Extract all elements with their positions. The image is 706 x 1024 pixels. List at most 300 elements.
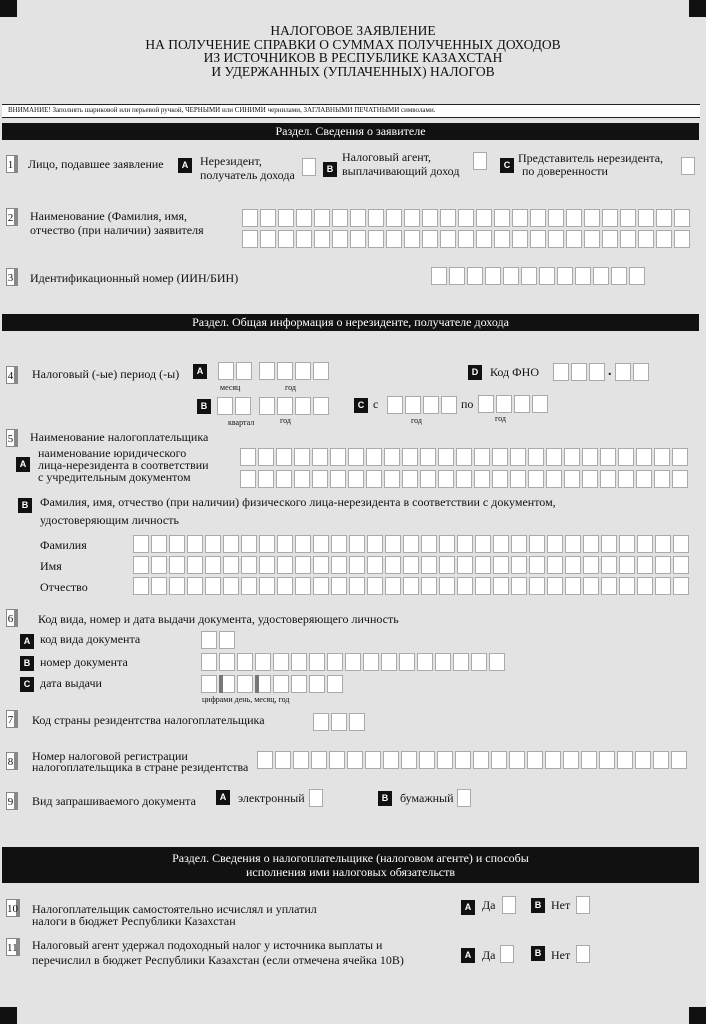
character-cell[interactable]	[619, 556, 635, 574]
character-cell[interactable]	[456, 448, 472, 466]
withheld-no-checkbox[interactable]	[576, 945, 590, 963]
character-cell[interactable]	[331, 577, 347, 595]
character-cell[interactable]	[367, 535, 383, 553]
character-cell[interactable]	[349, 577, 365, 595]
character-cell[interactable]	[366, 448, 382, 466]
character-cell[interactable]	[219, 653, 235, 671]
character-cell[interactable]	[548, 209, 564, 227]
character-cell[interactable]	[223, 577, 239, 595]
character-cell[interactable]	[313, 577, 329, 595]
character-cell[interactable]	[637, 577, 653, 595]
character-cell[interactable]	[474, 448, 490, 466]
character-cell[interactable]	[327, 653, 343, 671]
character-cell[interactable]	[530, 230, 546, 248]
character-cell[interactable]	[277, 535, 293, 553]
character-cell[interactable]	[511, 577, 527, 595]
character-cell[interactable]	[187, 535, 203, 553]
character-cell[interactable]	[217, 397, 233, 415]
character-cell[interactable]	[638, 209, 654, 227]
character-cell[interactable]	[347, 751, 363, 769]
character-cell[interactable]	[564, 448, 580, 466]
character-cell[interactable]	[491, 751, 507, 769]
character-cell[interactable]	[564, 470, 580, 488]
character-cell[interactable]	[633, 363, 649, 381]
character-cell[interactable]	[291, 675, 307, 693]
character-cell[interactable]	[276, 470, 292, 488]
first-name-input[interactable]	[133, 556, 689, 574]
applicant-nonresident-checkbox[interactable]	[302, 158, 316, 176]
withheld-yes-checkbox[interactable]	[500, 945, 514, 963]
character-cell[interactable]	[557, 267, 573, 285]
character-cell[interactable]	[512, 230, 528, 248]
character-cell[interactable]	[241, 556, 257, 574]
character-cell[interactable]	[275, 751, 291, 769]
character-cell[interactable]	[503, 267, 519, 285]
character-cell[interactable]	[419, 751, 435, 769]
character-cell[interactable]	[435, 653, 451, 671]
character-cell[interactable]	[259, 362, 275, 380]
character-cell[interactable]	[235, 397, 251, 415]
character-cell[interactable]	[240, 448, 256, 466]
character-cell[interactable]	[363, 653, 379, 671]
self-assessed-yes-checkbox[interactable]	[502, 896, 516, 914]
character-cell[interactable]	[589, 363, 605, 381]
character-cell[interactable]	[422, 230, 438, 248]
character-cell[interactable]	[582, 448, 598, 466]
character-cell[interactable]	[403, 535, 419, 553]
character-cell[interactable]	[438, 448, 454, 466]
character-cell[interactable]	[201, 631, 217, 649]
character-cell[interactable]	[223, 535, 239, 553]
character-cell[interactable]	[528, 448, 544, 466]
character-cell[interactable]	[277, 577, 293, 595]
character-cell[interactable]	[637, 535, 653, 553]
legal-entity-name-row[interactable]	[240, 448, 688, 466]
character-cell[interactable]	[600, 470, 616, 488]
character-cell[interactable]	[511, 535, 527, 553]
character-cell[interactable]	[259, 535, 275, 553]
character-cell[interactable]	[546, 448, 562, 466]
character-cell[interactable]	[439, 577, 455, 595]
character-cell[interactable]	[672, 448, 688, 466]
character-cell[interactable]	[187, 577, 203, 595]
character-cell[interactable]	[385, 535, 401, 553]
period-quarter-input[interactable]	[217, 397, 251, 415]
character-cell[interactable]	[553, 363, 569, 381]
character-cell[interactable]	[441, 396, 457, 414]
character-cell[interactable]	[237, 675, 253, 693]
character-cell[interactable]	[449, 267, 465, 285]
character-cell[interactable]	[241, 535, 257, 553]
self-assessed-no-checkbox[interactable]	[576, 896, 590, 914]
character-cell[interactable]	[236, 362, 252, 380]
character-cell[interactable]	[528, 470, 544, 488]
character-cell[interactable]	[295, 397, 311, 415]
applicant-name-row[interactable]	[242, 209, 690, 227]
character-cell[interactable]	[476, 209, 492, 227]
character-cell[interactable]	[420, 470, 436, 488]
character-cell[interactable]	[584, 209, 600, 227]
character-cell[interactable]	[312, 470, 328, 488]
character-cell[interactable]	[259, 577, 275, 595]
character-cell[interactable]	[439, 556, 455, 574]
character-cell[interactable]	[565, 577, 581, 595]
character-cell[interactable]	[386, 209, 402, 227]
character-cell[interactable]	[615, 363, 631, 381]
character-cell[interactable]	[671, 751, 687, 769]
character-cell[interactable]	[151, 556, 167, 574]
character-cell[interactable]	[422, 209, 438, 227]
character-cell[interactable]	[349, 713, 365, 731]
character-cell[interactable]	[386, 230, 402, 248]
residence-country-code-input[interactable]	[313, 713, 365, 731]
character-cell[interactable]	[273, 675, 289, 693]
character-cell[interactable]	[529, 556, 545, 574]
character-cell[interactable]	[276, 448, 292, 466]
character-cell[interactable]	[404, 230, 420, 248]
character-cell[interactable]	[527, 751, 543, 769]
character-cell[interactable]	[674, 209, 690, 227]
character-cell[interactable]	[296, 230, 312, 248]
character-cell[interactable]	[599, 751, 615, 769]
character-cell[interactable]	[291, 653, 307, 671]
character-cell[interactable]	[205, 556, 221, 574]
character-cell[interactable]	[453, 653, 469, 671]
character-cell[interactable]	[169, 577, 185, 595]
character-cell[interactable]	[350, 230, 366, 248]
character-cell[interactable]	[440, 209, 456, 227]
character-cell[interactable]	[489, 653, 505, 671]
character-cell[interactable]	[635, 751, 651, 769]
electronic-document-checkbox[interactable]	[309, 789, 323, 807]
character-cell[interactable]	[494, 209, 510, 227]
character-cell[interactable]	[458, 209, 474, 227]
character-cell[interactable]	[331, 556, 347, 574]
character-cell[interactable]	[330, 470, 346, 488]
character-cell[interactable]	[655, 577, 671, 595]
character-cell[interactable]	[365, 751, 381, 769]
character-cell[interactable]	[620, 209, 636, 227]
character-cell[interactable]	[602, 209, 618, 227]
character-cell[interactable]	[205, 535, 221, 553]
character-cell[interactable]	[545, 751, 561, 769]
character-cell[interactable]	[133, 577, 149, 595]
character-cell[interactable]	[313, 713, 329, 731]
character-cell[interactable]	[278, 230, 294, 248]
character-cell[interactable]	[277, 362, 293, 380]
character-cell[interactable]	[330, 448, 346, 466]
character-cell[interactable]	[421, 577, 437, 595]
character-cell[interactable]	[529, 535, 545, 553]
character-cell[interactable]	[656, 230, 672, 248]
character-cell[interactable]	[457, 535, 473, 553]
character-cell[interactable]	[530, 209, 546, 227]
character-cell[interactable]	[492, 470, 508, 488]
character-cell[interactable]	[492, 448, 508, 466]
character-cell[interactable]	[259, 556, 275, 574]
character-cell[interactable]	[349, 535, 365, 553]
character-cell[interactable]	[421, 535, 437, 553]
character-cell[interactable]	[367, 556, 383, 574]
period-from-input[interactable]	[387, 396, 457, 414]
character-cell[interactable]	[348, 448, 364, 466]
character-cell[interactable]	[201, 675, 217, 693]
character-cell[interactable]	[512, 209, 528, 227]
character-cell[interactable]	[532, 395, 548, 413]
character-cell[interactable]	[496, 395, 512, 413]
character-cell[interactable]	[601, 577, 617, 595]
character-cell[interactable]	[258, 448, 274, 466]
character-cell[interactable]	[278, 209, 294, 227]
character-cell[interactable]	[636, 448, 652, 466]
character-cell[interactable]	[509, 751, 525, 769]
character-cell[interactable]	[654, 448, 670, 466]
patronymic-input[interactable]	[133, 577, 689, 595]
character-cell[interactable]	[493, 577, 509, 595]
character-cell[interactable]	[583, 556, 599, 574]
character-cell[interactable]	[510, 470, 526, 488]
character-cell[interactable]	[331, 535, 347, 553]
doc-type-code-input[interactable]	[201, 631, 235, 649]
character-cell[interactable]	[420, 448, 436, 466]
character-cell[interactable]	[637, 556, 653, 574]
character-cell[interactable]	[475, 535, 491, 553]
character-cell[interactable]	[455, 751, 471, 769]
character-cell[interactable]	[548, 230, 564, 248]
character-cell[interactable]	[296, 209, 312, 227]
quarter-year-input[interactable]	[259, 397, 329, 415]
period-year-input[interactable]	[259, 362, 329, 380]
character-cell[interactable]	[332, 209, 348, 227]
character-cell[interactable]	[383, 751, 399, 769]
character-cell[interactable]	[417, 653, 433, 671]
character-cell[interactable]	[638, 230, 654, 248]
character-cell[interactable]	[332, 230, 348, 248]
character-cell[interactable]	[478, 395, 494, 413]
character-cell[interactable]	[673, 577, 689, 595]
character-cell[interactable]	[309, 675, 325, 693]
character-cell[interactable]	[437, 751, 453, 769]
applicant-tax-agent-checkbox[interactable]	[473, 152, 487, 170]
character-cell[interactable]	[571, 363, 587, 381]
character-cell[interactable]	[431, 267, 447, 285]
character-cell[interactable]	[582, 470, 598, 488]
surname-input[interactable]	[133, 535, 689, 553]
character-cell[interactable]	[471, 653, 487, 671]
character-cell[interactable]	[620, 230, 636, 248]
character-cell[interactable]	[547, 535, 563, 553]
character-cell[interactable]	[565, 535, 581, 553]
character-cell[interactable]	[575, 267, 591, 285]
character-cell[interactable]	[399, 653, 415, 671]
character-cell[interactable]	[223, 556, 239, 574]
character-cell[interactable]	[566, 209, 582, 227]
character-cell[interactable]	[237, 653, 253, 671]
character-cell[interactable]	[327, 675, 343, 693]
character-cell[interactable]	[493, 535, 509, 553]
character-cell[interactable]	[583, 577, 599, 595]
character-cell[interactable]	[619, 577, 635, 595]
character-cell[interactable]	[583, 535, 599, 553]
character-cell[interactable]	[539, 267, 555, 285]
character-cell[interactable]	[257, 751, 273, 769]
character-cell[interactable]	[547, 577, 563, 595]
character-cell[interactable]	[273, 653, 289, 671]
character-cell[interactable]	[277, 397, 293, 415]
character-cell[interactable]	[403, 577, 419, 595]
applicant-representative-checkbox[interactable]	[681, 157, 695, 175]
character-cell[interactable]	[368, 230, 384, 248]
iin-bin-input[interactable]	[431, 267, 645, 285]
character-cell[interactable]	[674, 230, 690, 248]
character-cell[interactable]	[601, 556, 617, 574]
doc-number-input[interactable]	[201, 653, 505, 671]
character-cell[interactable]	[331, 713, 347, 731]
character-cell[interactable]	[295, 556, 311, 574]
character-cell[interactable]	[563, 751, 579, 769]
character-cell[interactable]	[421, 556, 437, 574]
character-cell[interactable]	[381, 653, 397, 671]
character-cell[interactable]	[456, 470, 472, 488]
character-cell[interactable]	[618, 470, 634, 488]
character-cell[interactable]	[260, 230, 276, 248]
character-cell[interactable]	[673, 535, 689, 553]
character-cell[interactable]	[277, 556, 293, 574]
character-cell[interactable]	[655, 535, 671, 553]
character-cell[interactable]	[219, 631, 235, 649]
character-cell[interactable]	[295, 577, 311, 595]
character-cell[interactable]	[402, 448, 418, 466]
character-cell[interactable]	[293, 751, 309, 769]
character-cell[interactable]	[218, 362, 234, 380]
character-cell[interactable]	[313, 397, 329, 415]
character-cell[interactable]	[467, 267, 483, 285]
character-cell[interactable]	[258, 470, 274, 488]
character-cell[interactable]	[151, 577, 167, 595]
fno-version-input[interactable]	[615, 363, 649, 381]
character-cell[interactable]	[314, 230, 330, 248]
character-cell[interactable]	[349, 556, 365, 574]
character-cell[interactable]	[241, 577, 257, 595]
character-cell[interactable]	[260, 209, 276, 227]
character-cell[interactable]	[546, 470, 562, 488]
character-cell[interactable]	[169, 556, 185, 574]
character-cell[interactable]	[255, 653, 271, 671]
character-cell[interactable]	[611, 267, 627, 285]
character-cell[interactable]	[402, 470, 418, 488]
character-cell[interactable]	[348, 470, 364, 488]
character-cell[interactable]	[405, 396, 421, 414]
character-cell[interactable]	[629, 267, 645, 285]
character-cell[interactable]	[457, 577, 473, 595]
character-cell[interactable]	[385, 556, 401, 574]
character-cell[interactable]	[404, 209, 420, 227]
character-cell[interactable]	[438, 470, 454, 488]
character-cell[interactable]	[473, 751, 489, 769]
character-cell[interactable]	[384, 448, 400, 466]
character-cell[interactable]	[617, 751, 633, 769]
character-cell[interactable]	[423, 396, 439, 414]
character-cell[interactable]	[329, 751, 345, 769]
character-cell[interactable]	[673, 556, 689, 574]
character-cell[interactable]	[458, 230, 474, 248]
character-cell[interactable]	[475, 577, 491, 595]
character-cell[interactable]	[654, 470, 670, 488]
character-cell[interactable]	[384, 470, 400, 488]
character-cell[interactable]	[476, 230, 492, 248]
character-cell[interactable]	[313, 535, 329, 553]
character-cell[interactable]	[600, 448, 616, 466]
character-cell[interactable]	[313, 362, 329, 380]
fno-code-input[interactable]	[553, 363, 605, 381]
tax-registration-number-input[interactable]	[257, 751, 687, 769]
character-cell[interactable]	[493, 556, 509, 574]
character-cell[interactable]	[474, 470, 490, 488]
character-cell[interactable]	[205, 577, 221, 595]
character-cell[interactable]	[151, 535, 167, 553]
character-cell[interactable]	[169, 535, 185, 553]
character-cell[interactable]	[387, 396, 403, 414]
character-cell[interactable]	[314, 209, 330, 227]
character-cell[interactable]	[653, 751, 669, 769]
period-month-input[interactable]	[218, 362, 252, 380]
character-cell[interactable]	[350, 209, 366, 227]
character-cell[interactable]	[242, 209, 258, 227]
character-cell[interactable]	[401, 751, 417, 769]
character-cell[interactable]	[547, 556, 563, 574]
character-cell[interactable]	[655, 556, 671, 574]
character-cell[interactable]	[565, 556, 581, 574]
character-cell[interactable]	[485, 267, 501, 285]
character-cell[interactable]	[309, 653, 325, 671]
character-cell[interactable]	[312, 448, 328, 466]
character-cell[interactable]	[368, 209, 384, 227]
character-cell[interactable]	[242, 230, 258, 248]
character-cell[interactable]	[584, 230, 600, 248]
character-cell[interactable]	[593, 267, 609, 285]
character-cell[interactable]	[602, 230, 618, 248]
character-cell[interactable]	[618, 448, 634, 466]
character-cell[interactable]	[566, 230, 582, 248]
character-cell[interactable]	[367, 577, 383, 595]
character-cell[interactable]	[295, 362, 311, 380]
paper-document-checkbox[interactable]	[457, 789, 471, 807]
character-cell[interactable]	[133, 556, 149, 574]
character-cell[interactable]	[385, 577, 401, 595]
character-cell[interactable]	[494, 230, 510, 248]
character-cell[interactable]	[514, 395, 530, 413]
period-to-input[interactable]	[478, 395, 548, 413]
character-cell[interactable]	[636, 470, 652, 488]
character-cell[interactable]	[201, 653, 217, 671]
legal-entity-name-row[interactable]	[240, 470, 688, 488]
character-cell[interactable]	[581, 751, 597, 769]
character-cell[interactable]	[294, 470, 310, 488]
character-cell[interactable]	[240, 470, 256, 488]
character-cell[interactable]	[521, 267, 537, 285]
character-cell[interactable]	[403, 556, 419, 574]
character-cell[interactable]	[439, 535, 455, 553]
character-cell[interactable]	[259, 397, 275, 415]
character-cell[interactable]	[295, 535, 311, 553]
character-cell[interactable]	[511, 556, 527, 574]
character-cell[interactable]	[510, 448, 526, 466]
character-cell[interactable]	[313, 556, 329, 574]
character-cell[interactable]	[457, 556, 473, 574]
character-cell[interactable]	[311, 751, 327, 769]
character-cell[interactable]	[656, 209, 672, 227]
character-cell[interactable]	[601, 535, 617, 553]
